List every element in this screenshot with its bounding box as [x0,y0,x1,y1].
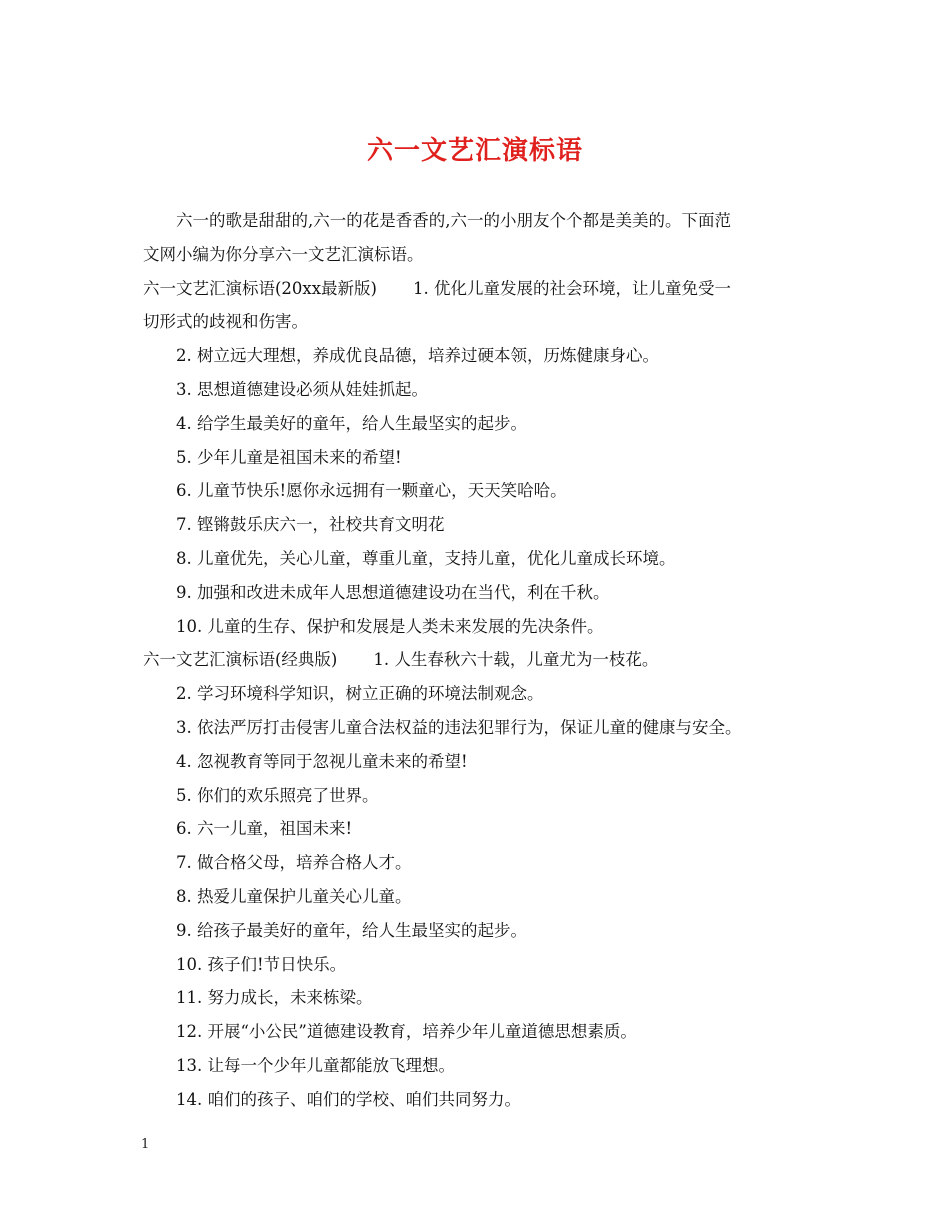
section-heading: 六一文艺汇演标语(20xx最新版) [143,278,377,298]
document-title: 六一文艺汇演标语 [366,136,583,166]
list-item: 1. 优化儿童发展的社会环境，让儿童免受一 [412,278,731,298]
list-item: 13. 让每一个少年儿童都能放飞理想。 [176,1055,455,1075]
section-heading: 六一文艺汇演标语(经典版) [143,650,338,670]
list-item: 4. 给学生最美好的童年，给人生最坚实的起步。 [176,413,527,433]
list-item: 10. 儿童的生存、保护和发展是人类未来发展的先决条件。 [176,616,604,636]
document-body [143,204,815,1117]
list-item: 6. 儿童节快乐!愿你永远拥有一颗童心，天天笑哈哈。 [176,481,567,501]
list-item: 10. 孩子们!节日快乐。 [176,954,347,974]
list-item: 5. 少年儿童是祖国未来的希望! [176,447,402,467]
list-item: 9. 给孩子最美好的童年，给人生最坚实的起步。 [176,920,527,940]
list-item: 8. 热爱儿童保护儿童关心儿童。 [176,886,412,906]
intro-line: 文网小编为你分享六一文艺汇演标语。 [143,244,424,264]
section-heading-line [143,643,815,677]
section-heading-line [143,272,815,306]
list-item: 4. 忽视教育等同于忽视儿童未来的希望! [176,751,468,771]
list-item: 3. 思想道德建设必须从娃娃抓起。 [176,379,428,399]
list-item: 2. 学习环境科学知识，树立正确的环境法制观念。 [176,684,544,704]
list-item: 6. 六一儿童，祖国未来! [176,819,353,839]
list-item: 7. 铿锵鼓乐庆六一，社校共育文明花 [176,515,445,535]
list-item: 8. 儿童优先，关心儿童，尊重儿童，支持儿童，优化儿童成长环境。 [176,548,676,568]
list-item: 1. 人生春秋六十载，儿童尤为一枝花。 [373,650,659,670]
list-item: 11. 努力成长，未来栋梁。 [176,988,373,1008]
page-number: 1 [141,1137,150,1152]
list-item: 5. 你们的欢乐照亮了世界。 [176,785,379,805]
intro-line: 六一的歌是甜甜的,六一的花是香香的,六一的小朋友个个都是美美的。下面范 [176,211,731,230]
list-item: 2. 树立远大理想，养成优良品德，培养过硬本领，历炼健康身心。 [176,346,659,366]
list-item: 9. 加强和改进未成年人思想道德建设功在当代，利在千秋。 [176,582,610,602]
list-item: 3. 依法严厉打击侵害儿童合法权益的违法犯罪行为，保证儿童的健康与安全。 [176,717,742,737]
list-item-continuation: 切形式的歧视和伤害。 [143,312,308,332]
list-item: 14. 咱们的孩子、咱们的学校、咱们共同努力。 [176,1089,521,1109]
list-item: 7. 做合格父母，培养合格人才。 [176,853,412,873]
list-item: 12. 开展“小公民”道德建设教育，培养少年儿童道德思想素质。 [176,1022,637,1042]
